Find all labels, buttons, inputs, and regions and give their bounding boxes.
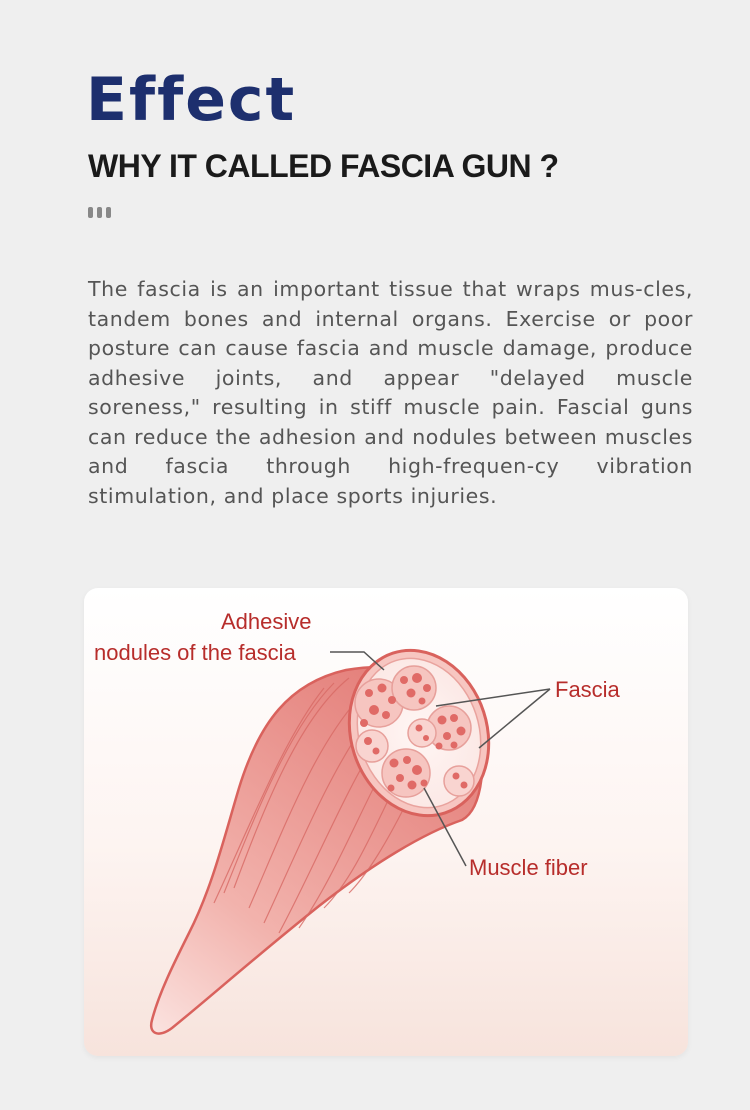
divider-dot: [88, 207, 93, 218]
label-adhesive-nodules: nodules of the fascia: [94, 640, 296, 665]
divider-dot: [97, 207, 102, 218]
section-title: Effect: [86, 65, 297, 135]
divider-dots: [88, 207, 118, 218]
description-paragraph: The fascia is an important tissue that wraps mus-cles, tandem bones and internal organs. Exercise or poor posture can cause fascia and muscle damage, produce adhesive joints, and appear "delayed muscle soreness," resulting in stiff muscle pain. Fascial guns can reduce the adhesion and nodules between muscles and fascia through high-frequen-cy vibration stimulation, and place sports injuries.: [88, 277, 693, 508]
section-subtitle: WHY IT CALLED FASCIA GUN ?: [88, 148, 559, 184]
divider-dot: [106, 207, 111, 218]
label-fascia: Fascia: [555, 677, 620, 702]
label-muscle-fiber: Muscle fiber: [469, 855, 588, 880]
muscle-diagram-card: [84, 588, 688, 1056]
label-adhesive: Adhesive: [221, 609, 312, 634]
